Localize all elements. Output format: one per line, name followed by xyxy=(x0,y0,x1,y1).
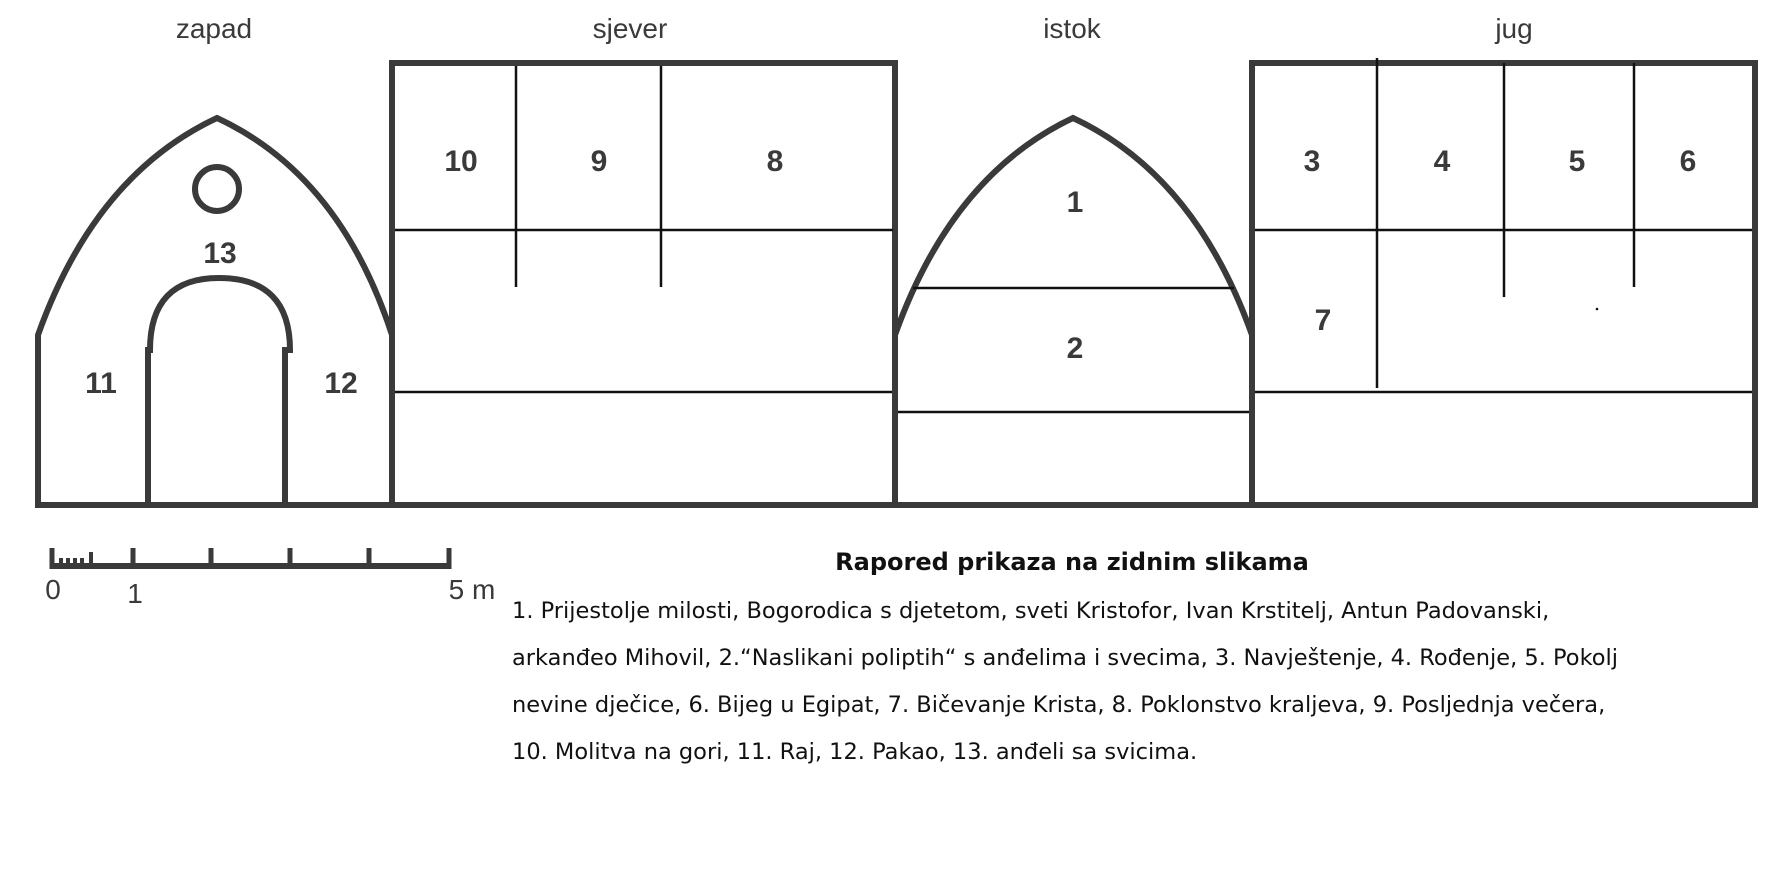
field-number-6: 6 xyxy=(1679,145,1697,178)
field-number-13: 13 xyxy=(203,237,237,270)
south-wall xyxy=(1252,58,1755,505)
scale-label-0: 0 xyxy=(45,574,61,605)
scale-bar xyxy=(45,548,495,609)
west-wall xyxy=(38,118,392,505)
field-number-1: 1 xyxy=(1066,186,1084,219)
field-number-8: 8 xyxy=(766,145,784,178)
west-wall-doorway xyxy=(148,278,290,505)
wall-label-west: zapad xyxy=(175,13,253,44)
field-number-11: 11 xyxy=(85,367,117,400)
field-number-4: 4 xyxy=(1433,145,1451,178)
legend xyxy=(512,548,1632,776)
field-number-3: 3 xyxy=(1303,145,1321,178)
scale-label-1: 1 xyxy=(127,578,143,609)
wall-label-north: sjever xyxy=(592,13,668,44)
west-wall-outline xyxy=(38,118,392,505)
field-number-12: 12 xyxy=(324,367,358,400)
north-wall xyxy=(392,63,895,505)
south-wall-dot xyxy=(1596,308,1599,311)
field-number-7: 7 xyxy=(1314,304,1332,337)
east-wall-outline xyxy=(895,118,1252,505)
legend-text: 1. Prijestolje milosti, Bogorodica s djetetom, sveti Kristofor, Ivan Krstitelj, Antun Padovanski, arkanđeo Mihovil, 2.“Naslikani poliptih“ s anđelima i svecima, 3. Navještenje, 4. Rođenje, 5. Pokolj nevine dječice, 6. Bijeg u Egipat, 7. Bičevanje Krista, 8. Poklonstvo kraljeva, 9. Posljednja večera, 10. Molitva na gori, 11. Raj, 12. Pakao, 13. anđeli sa svicima. xyxy=(512,598,1619,765)
west-wall-oculus xyxy=(195,167,239,211)
wall-label-east: istok xyxy=(1043,13,1101,44)
north-wall-outline xyxy=(392,63,895,505)
field-number-2: 2 xyxy=(1066,332,1084,365)
field-number-5: 5 xyxy=(1568,145,1586,178)
field-number-10: 10 xyxy=(444,145,478,178)
legend-title: Rapored prikaza na zidnim slikama xyxy=(835,548,1309,576)
wall-label-south: jug xyxy=(1495,13,1533,44)
scale-label-5m: 5 m xyxy=(448,574,496,605)
east-wall xyxy=(895,118,1252,505)
field-number-9: 9 xyxy=(590,145,608,178)
